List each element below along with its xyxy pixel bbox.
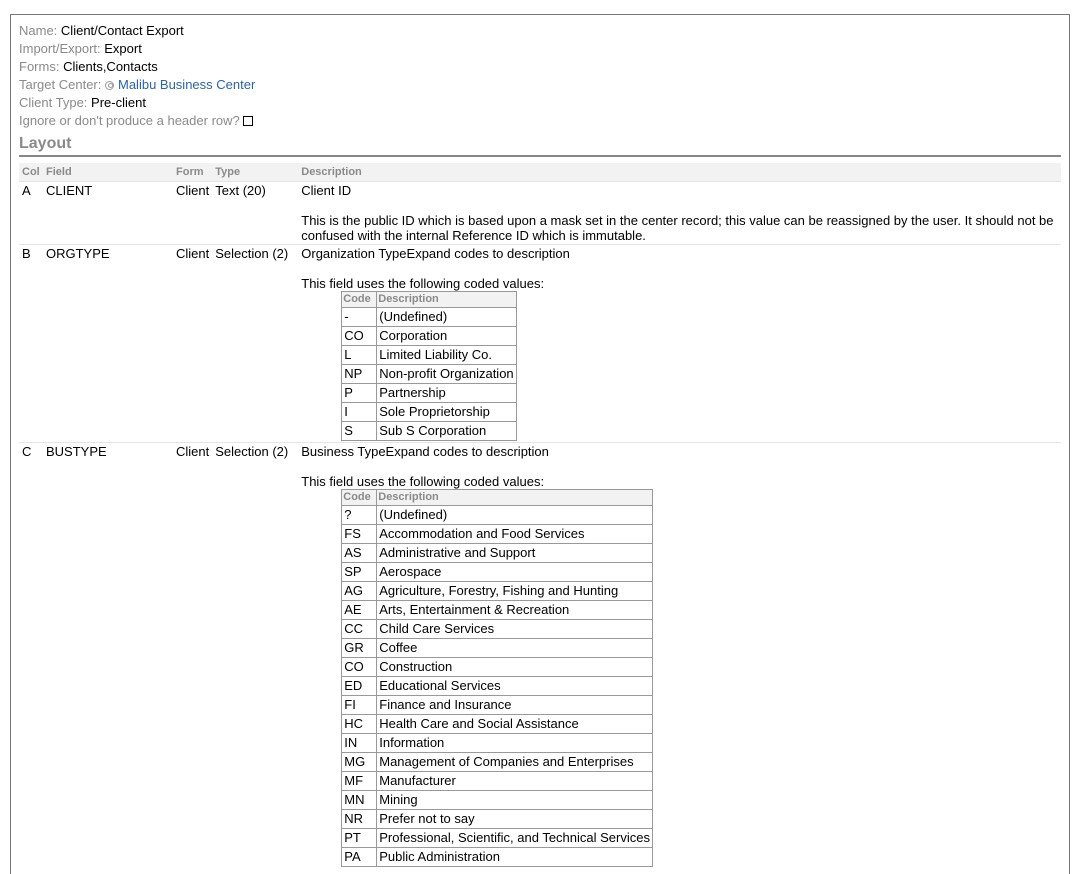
codes-body [342,506,653,867]
coded-values-intro: This field uses the following coded values: [301,276,545,291]
row-col: C [19,443,43,869]
code-row [342,403,516,422]
code-description: Administrative and Support [377,544,653,563]
code-row [342,327,516,346]
code-description: Accommodation and Food Services [377,525,653,544]
forms-value: Clients,Contacts [63,59,158,74]
code-value: P [342,384,377,403]
code-row [342,620,653,639]
code-description: Agriculture, Forestry, Fishing and Hunting [377,582,653,601]
code-value: I [342,403,377,422]
code-row [342,677,653,696]
description-title: Business TypeExpand codes to description [301,444,549,459]
row-field: BUSTYPE [43,443,173,869]
code-value: S [342,422,377,441]
code-row [342,506,653,525]
col-header: Col [19,163,43,182]
table-row [19,182,1061,245]
row-description [298,245,1061,443]
description-header: Description [298,163,1061,182]
row-description [298,182,1061,245]
code-description: Non-profit Organization [377,365,516,384]
code-row [342,791,653,810]
code-row [342,848,653,867]
form-header: Form [173,163,212,182]
code-row [342,810,653,829]
code-value: CO [342,327,377,346]
code-value: L [342,346,377,365]
meta-target-center [19,76,1061,94]
name-value: Client/Contact Export [60,23,184,38]
code-value: SP [342,563,377,582]
description-title: Organization TypeExpand codes to description [301,246,570,261]
code-value: NR [342,810,377,829]
code-description: Professional, Scientific, and Technical Services [377,829,653,848]
import-export-label: Import/Export: [19,41,101,56]
code-description: Mining [377,791,653,810]
code-row [342,696,653,715]
code-description: Sub S Corporation [377,422,516,441]
code-value: AE [342,601,377,620]
layout-header-row [19,163,1061,182]
code-value: CC [342,620,377,639]
code-value: MN [342,791,377,810]
client-type-value: Pre-client [91,95,146,110]
row-col: B [19,245,43,443]
code-row [342,308,516,327]
header-row-label: Ignore or don't produce a header row? [19,113,240,128]
code-row [342,365,516,384]
code-row [342,829,653,848]
code-header: Code [342,490,377,506]
meta-name [19,22,1061,40]
code-description: Health Care and Social Assistance [377,715,653,734]
table-row [19,245,1061,443]
code-row [342,544,653,563]
row-form: Client [173,245,212,443]
field-header: Field [43,163,173,182]
code-description-header: Description [377,490,653,506]
code-value: PT [342,829,377,848]
coded-values-intro: This field uses the following coded values: [301,474,545,489]
client-type-label: Client Type: [19,95,88,110]
row-type: Text (20) [212,182,298,245]
meta-forms [19,58,1061,76]
code-value: ? [342,506,377,525]
export-definition-panel [10,14,1070,874]
code-row [342,753,653,772]
code-description: Coffee [377,639,653,658]
type-header: Type [212,163,298,182]
layout-table [19,163,1061,868]
row-field: CLIENT [43,182,173,245]
description-title: Client ID [301,183,352,198]
code-description: Manufacturer [377,772,653,791]
code-header: Code [342,292,377,308]
code-row [342,734,653,753]
codes-table [341,489,653,867]
code-row [342,639,653,658]
row-form: Client [173,182,212,245]
code-description: Information [377,734,653,753]
description-body: This is the public ID which is based upon a mask set in the center record; this value can be reassigned by the user. It should not be confused with the internal Reference ID which is immutable. [301,213,1054,243]
code-row [342,422,516,441]
code-row [342,601,653,620]
name-label: Name: [19,23,58,38]
code-value: MG [342,753,377,772]
code-row [342,715,653,734]
meta-header-row [19,112,1061,130]
code-row [342,384,516,403]
import-export-value: Export [104,41,142,56]
code-description-header: Description [377,292,516,308]
code-description: Sole Proprietorship [377,403,516,422]
meta-import-export [19,40,1061,58]
code-description: Child Care Services [377,620,653,639]
codes-header-row [342,292,516,308]
code-description: Finance and Insurance [377,696,653,715]
code-description: Corporation [377,327,516,346]
code-row [342,563,653,582]
code-description: Arts, Entertainment & Recreation [377,601,653,620]
code-value: FI [342,696,377,715]
code-description: Construction [377,658,653,677]
layout-section-title: Layout [19,134,1061,157]
meta-client-type [19,94,1061,112]
code-description: Prefer not to say [377,810,653,829]
code-value: ED [342,677,377,696]
code-value: AS [342,544,377,563]
code-row [342,658,653,677]
row-col: A [19,182,43,245]
codes-table [341,291,516,441]
target-center-link[interactable]: Malibu Business Center [118,77,256,92]
code-description: Public Administration [377,848,653,867]
code-row [342,772,653,791]
table-row [19,443,1061,869]
code-description: Partnership [377,384,516,403]
row-form: Client [173,443,212,869]
codes-body [342,308,516,441]
code-value: PA [342,848,377,867]
code-value: AG [342,582,377,601]
target-center-label: Target Center: [19,77,102,92]
row-description [298,443,1061,869]
code-row [342,346,516,365]
code-description: Educational Services [377,677,653,696]
forms-label: Forms: [19,59,60,74]
code-value: FS [342,525,377,544]
code-value: IN [342,734,377,753]
code-value: NP [342,365,377,384]
code-description: (Undefined) [377,308,516,327]
code-description: Management of Companies and Enterprises [377,753,653,772]
code-value: CO [342,658,377,677]
code-description: Limited Liability Co. [377,346,516,365]
codes-header-row [342,490,653,506]
code-value: HC [342,715,377,734]
center-icon [105,81,114,90]
header-row-checkbox[interactable] [243,116,253,126]
code-value: MF [342,772,377,791]
code-row [342,582,653,601]
code-value: GR [342,639,377,658]
code-description: Aerospace [377,563,653,582]
row-field: ORGTYPE [43,245,173,443]
row-type: Selection (2) [212,245,298,443]
code-value: - [342,308,377,327]
code-row [342,525,653,544]
code-description: (Undefined) [377,506,653,525]
row-type: Selection (2) [212,443,298,869]
